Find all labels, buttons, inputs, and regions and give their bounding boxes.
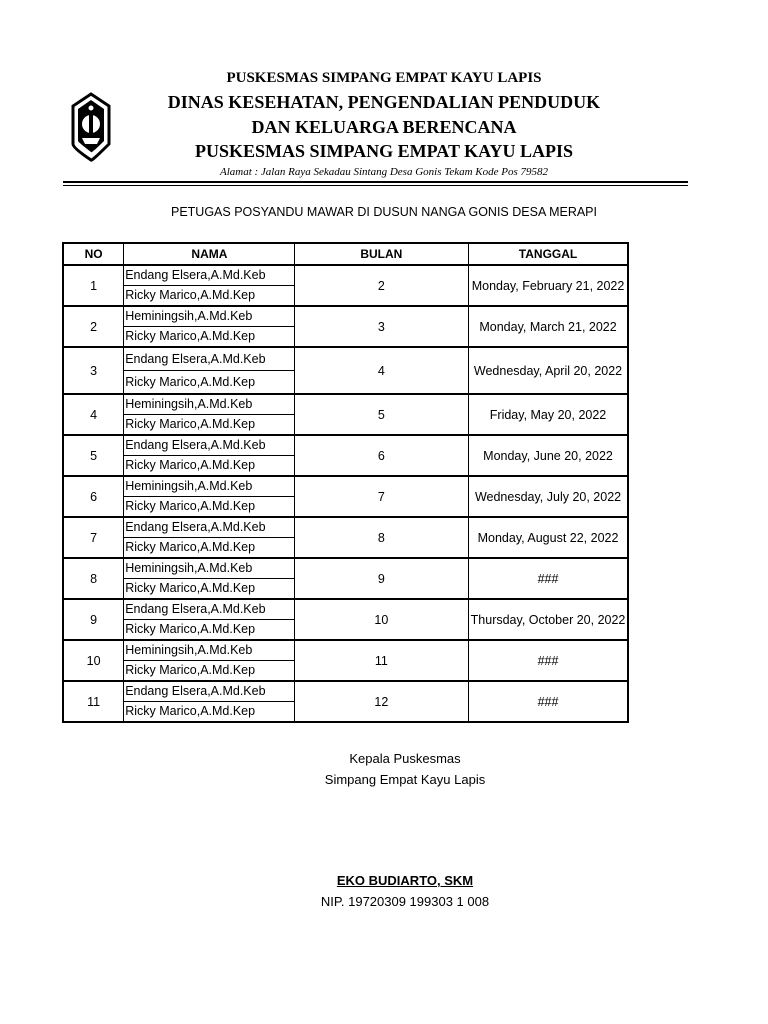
- month-number: 5: [294, 394, 468, 435]
- staff-name: Endang Elsera,A.Md.Keb: [124, 265, 294, 286]
- institution-name: PUSKESMAS SIMPANG EMPAT KAYU LAPIS: [194, 141, 574, 161]
- staff-name: Ricky Marico,A.Md.Kep: [124, 286, 294, 307]
- row-number: 8: [63, 558, 124, 599]
- month-number: 3: [294, 306, 468, 347]
- schedule-date: Monday, June 20, 2022: [469, 435, 628, 476]
- schedule-date: Monday, August 22, 2022: [469, 517, 628, 558]
- header-no: NO: [63, 243, 124, 265]
- staff-name: Ricky Marico,A.Md.Kep: [124, 415, 294, 436]
- staff-name: Heminingsih,A.Md.Keb: [124, 394, 294, 415]
- row-number: 1: [63, 265, 124, 306]
- staff-name: Ricky Marico,A.Md.Kep: [124, 327, 294, 348]
- schedule-date: ###: [469, 640, 628, 681]
- letterhead-divider-thin: [63, 185, 688, 186]
- department-name-line2: DAN KELUARGA BERENCANA: [251, 117, 517, 137]
- letterhead-divider-thick: [63, 181, 688, 183]
- month-number: 10: [294, 599, 468, 640]
- schedule-date: Thursday, October 20, 2022: [469, 599, 628, 640]
- schedule-date: ###: [469, 681, 628, 722]
- table-row: [63, 558, 628, 579]
- schedule-date: Wednesday, April 20, 2022: [469, 347, 628, 394]
- schedule-date: ###: [469, 558, 628, 599]
- institution-name-top: PUSKESMAS SIMPANG EMPAT KAYU LAPIS: [226, 70, 542, 86]
- month-number: 8: [294, 517, 468, 558]
- row-number: 2: [63, 306, 124, 347]
- schedule-date: Monday, February 21, 2022: [469, 265, 628, 306]
- month-number: 2: [294, 265, 468, 306]
- staff-name: Ricky Marico,A.Md.Kep: [124, 620, 294, 641]
- signatory-nip: NIP. 19720309 199303 1 008: [320, 894, 490, 909]
- row-number: 6: [63, 476, 124, 517]
- row-number: 7: [63, 517, 124, 558]
- staff-name: Ricky Marico,A.Md.Kep: [124, 497, 294, 518]
- staff-name: Endang Elsera,A.Md.Keb: [124, 347, 294, 371]
- month-number: 9: [294, 558, 468, 599]
- table-row: [63, 347, 628, 371]
- staff-name: Endang Elsera,A.Md.Keb: [124, 517, 294, 538]
- row-number: 4: [63, 394, 124, 435]
- schedule-date: Friday, May 20, 2022: [469, 394, 628, 435]
- table-row: [63, 435, 628, 456]
- schedule-body: [63, 265, 628, 722]
- header-tanggal: TANGGAL: [469, 243, 628, 265]
- month-number: 4: [294, 347, 468, 394]
- table-row: [63, 265, 628, 286]
- letterhead: [0, 0, 768, 190]
- staff-name: Ricky Marico,A.Md.Kep: [124, 661, 294, 682]
- staff-name: Ricky Marico,A.Md.Kep: [124, 538, 294, 559]
- row-number: 9: [63, 599, 124, 640]
- department-name-line1: DINAS KESEHATAN, PENGENDALIAN PENDUDUK: [167, 92, 601, 112]
- document-title: PETUGAS POSYANDU MAWAR DI DUSUN NANGA GONIS DESA MERAPI: [171, 205, 597, 219]
- row-number: 3: [63, 347, 124, 394]
- staff-name: Ricky Marico,A.Md.Kep: [124, 371, 294, 395]
- schedule-table: [62, 242, 629, 723]
- month-number: 12: [294, 681, 468, 722]
- staff-name: Ricky Marico,A.Md.Kep: [124, 456, 294, 477]
- month-number: 7: [294, 476, 468, 517]
- month-number: 6: [294, 435, 468, 476]
- table-row: [63, 681, 628, 702]
- staff-name: Heminingsih,A.Md.Keb: [124, 306, 294, 327]
- staff-name: Endang Elsera,A.Md.Keb: [124, 435, 294, 456]
- address-line: Alamat : Jalan Raya Sekadau Sintang Desa Gonis Tekam Kode Pos 79582: [219, 166, 549, 178]
- table-row: [63, 476, 628, 497]
- row-number: 10: [63, 640, 124, 681]
- staff-name: Heminingsih,A.Md.Keb: [124, 640, 294, 661]
- schedule-date: Wednesday, July 20, 2022: [469, 476, 628, 517]
- staff-name: Endang Elsera,A.Md.Keb: [124, 681, 294, 702]
- staff-name: Ricky Marico,A.Md.Kep: [124, 579, 294, 600]
- row-number: 5: [63, 435, 124, 476]
- signatory-name: EKO BUDIARTO, SKM: [336, 873, 474, 888]
- signatory-office: Simpang Empat Kayu Lapis: [324, 772, 486, 787]
- month-number: 11: [294, 640, 468, 681]
- header-bulan: BULAN: [294, 243, 468, 265]
- staff-name: Endang Elsera,A.Md.Keb: [124, 599, 294, 620]
- staff-name: Heminingsih,A.Md.Keb: [124, 476, 294, 497]
- table-row: [63, 394, 628, 415]
- signatory-title: Kepala Puskesmas: [349, 751, 461, 766]
- table-row: [63, 306, 628, 327]
- table-row: [63, 517, 628, 538]
- table-header-row: [63, 243, 628, 265]
- table-row: [63, 599, 628, 620]
- table-row: [63, 640, 628, 661]
- staff-name: Heminingsih,A.Md.Keb: [124, 558, 294, 579]
- row-number: 11: [63, 681, 124, 722]
- header-nama: NAMA: [124, 243, 294, 265]
- schedule-date: Monday, March 21, 2022: [469, 306, 628, 347]
- staff-name: Ricky Marico,A.Md.Kep: [124, 702, 294, 723]
